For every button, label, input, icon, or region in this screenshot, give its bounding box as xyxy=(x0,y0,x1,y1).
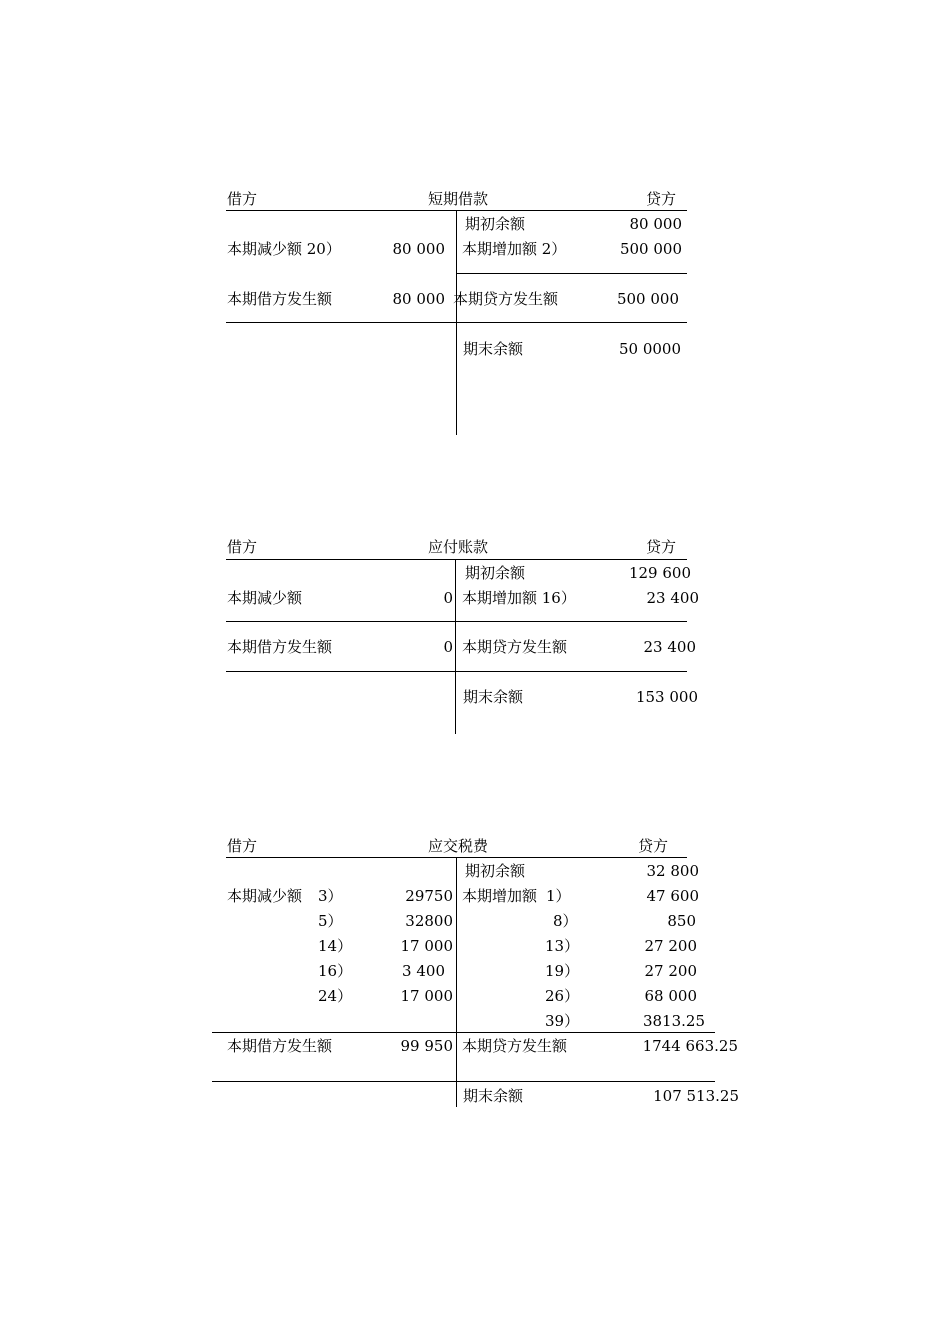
opening-balance-amount: 32 800 xyxy=(646,862,699,880)
debit-total-label: 本期借方发生额 xyxy=(227,1037,333,1055)
credit-total-label: 本期贷方发生额 xyxy=(462,638,568,656)
opening-balance-amount: 129 600 xyxy=(628,564,691,582)
t-account-divider xyxy=(456,857,457,1107)
debit-decrease-amount: 0 xyxy=(443,589,453,607)
ledger-title: 短期借款 xyxy=(428,190,489,208)
ledger-title: 应交税费 xyxy=(428,837,489,855)
credit-label: 贷方 xyxy=(646,190,677,208)
credit-entry-amount: 3813.25 xyxy=(642,1012,705,1030)
debit-entry-amount: 17 000 xyxy=(400,987,453,1005)
debit-decrease-label: 本期减少额 xyxy=(227,887,303,905)
debit-entry-ref: 24） xyxy=(318,987,353,1005)
credit-entry-ref: 26） xyxy=(545,987,580,1005)
ending-balance-amount: 153 000 xyxy=(635,688,698,706)
credit-entry-amount: 47 600 xyxy=(646,887,699,905)
debit-entry-amount: 32800 xyxy=(405,912,453,930)
credit-label: 贷方 xyxy=(646,538,677,556)
debit-total-amount: 80 000 xyxy=(392,290,445,308)
debit-label: 借方 xyxy=(227,190,258,208)
debit-entry-amount: 29750 xyxy=(405,887,453,905)
credit-total-label: 本期贷方发生额 xyxy=(462,1037,568,1055)
debit-total-amount: 0 xyxy=(443,638,453,656)
debit-label: 借方 xyxy=(227,837,258,855)
debit-decrease-label: 本期减少额 20） xyxy=(227,240,341,258)
credit-entry-amount: 850 xyxy=(667,912,696,930)
debit-entry-ref: 3） xyxy=(318,887,343,905)
ending-balance-label: 期末余额 xyxy=(463,688,524,706)
ledger-title: 应付账款 xyxy=(428,538,489,556)
credit-increase-label: 本期增加额 16） xyxy=(462,589,576,607)
debit-entry-ref: 16） xyxy=(318,962,353,980)
debit-entry-amount: 3 400 xyxy=(402,962,445,980)
credit-increase-label: 本期增加额 2） xyxy=(462,240,567,258)
ending-balance-label: 期末余额 xyxy=(463,340,524,358)
opening-balance-label: 期初余额 xyxy=(465,215,526,233)
header-rule xyxy=(226,559,687,560)
totals-rule xyxy=(212,1081,715,1082)
subtotal-rule xyxy=(226,621,687,622)
credit-entry-amount: 68 000 xyxy=(644,987,697,1005)
credit-entry-ref: 13） xyxy=(545,937,580,955)
debit-entry-ref: 5） xyxy=(318,912,343,930)
debit-total-amount: 99 950 xyxy=(400,1037,453,1055)
credit-increase-amount: 500 000 xyxy=(619,240,682,258)
credit-entry-amount: 27 200 xyxy=(644,937,697,955)
credit-total-amount: 500 000 xyxy=(616,290,679,308)
totals-rule xyxy=(226,671,687,672)
debit-label: 借方 xyxy=(227,538,258,556)
credit-entry-amount: 27 200 xyxy=(644,962,697,980)
opening-balance-label: 期初余额 xyxy=(465,862,526,880)
opening-balance-label: 期初余额 xyxy=(465,564,526,582)
ending-balance-amount: 107 513.25 xyxy=(653,1087,739,1105)
credit-entry-ref: 1） xyxy=(546,887,571,905)
credit-label: 贷方 xyxy=(638,837,669,855)
credit-total-amount: 1744 663.25 xyxy=(642,1037,738,1055)
opening-balance-amount: 80 000 xyxy=(629,215,682,233)
subtotal-rule xyxy=(212,1032,715,1033)
debit-entry-ref: 14） xyxy=(318,937,353,955)
ending-balance-label: 期末余额 xyxy=(463,1087,524,1105)
credit-total-amount: 23 400 xyxy=(643,638,696,656)
credit-increase-label: 本期增加额 xyxy=(462,887,538,905)
debit-entry-amount: 17 000 xyxy=(400,937,453,955)
credit-entry-ref: 8） xyxy=(553,912,578,930)
t-account-divider xyxy=(455,559,456,734)
totals-rule xyxy=(226,322,687,323)
credit-entry-ref: 19） xyxy=(545,962,580,980)
debit-decrease-label: 本期减少额 xyxy=(227,589,303,607)
credit-subtotal-rule xyxy=(456,273,687,274)
ending-balance-amount: 50 0000 xyxy=(618,340,681,358)
credit-increase-amount: 23 400 xyxy=(646,589,699,607)
debit-total-label: 本期借方发生额 xyxy=(227,638,333,656)
debit-total-label: 本期借方发生额 xyxy=(227,290,333,308)
credit-entry-ref: 39） xyxy=(545,1012,580,1030)
credit-total-label: 本期贷方发生额 xyxy=(453,290,559,308)
debit-decrease-amount: 80 000 xyxy=(392,240,445,258)
